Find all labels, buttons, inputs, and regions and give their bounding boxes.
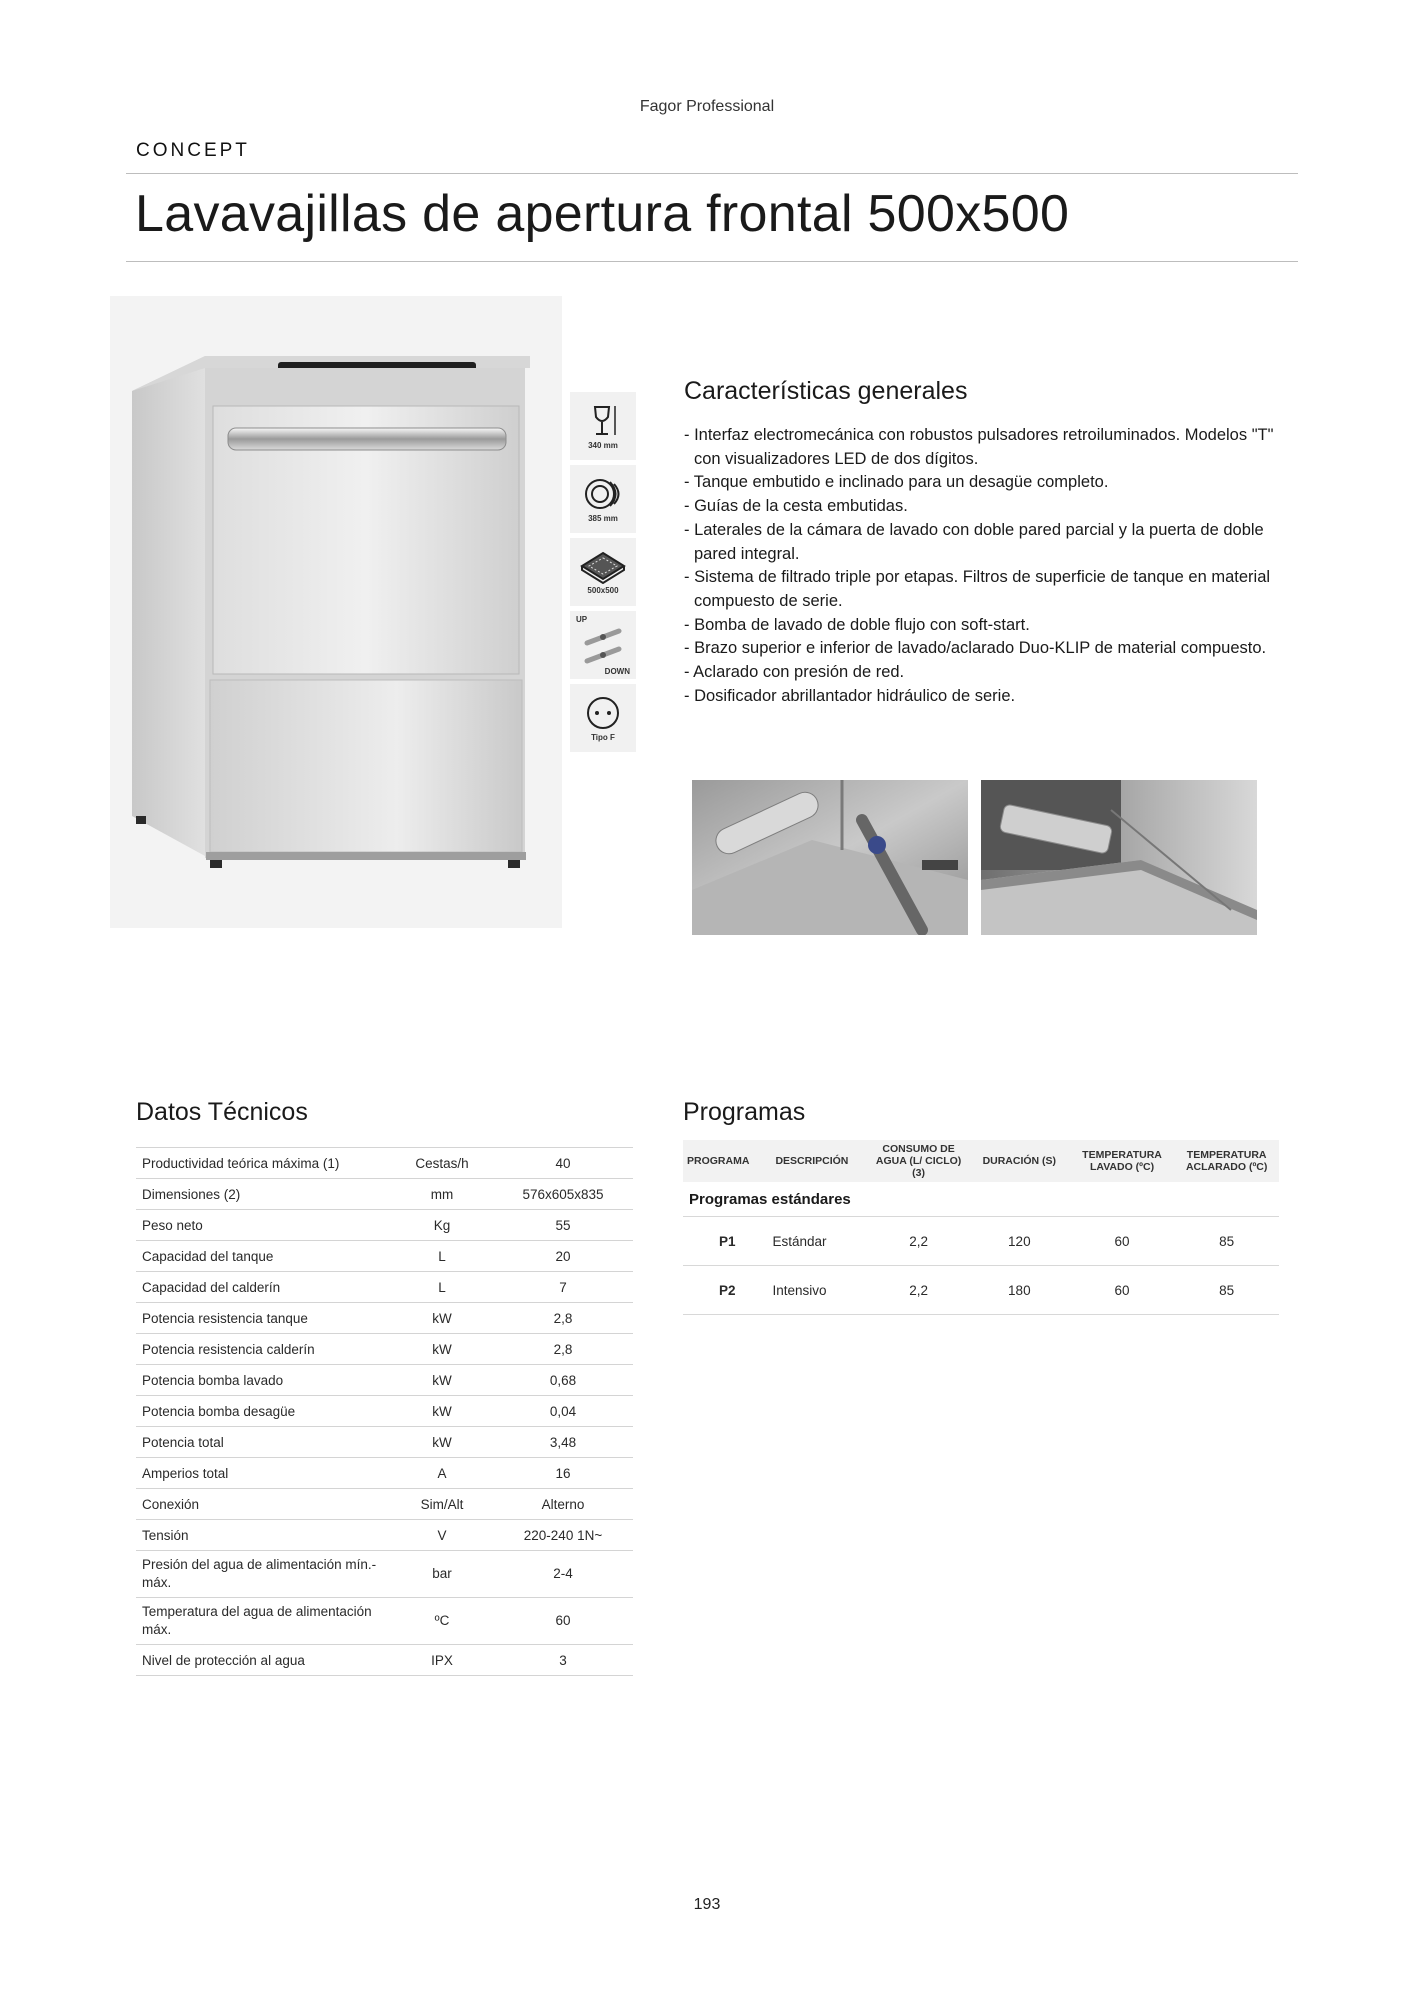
page-number: 193 <box>693 1896 721 1913</box>
spec-label: Peso neto <box>136 1210 391 1241</box>
wash-arms-up-caption: UP <box>576 615 588 624</box>
table-row <box>136 1551 633 1598</box>
feature-item: - Laterales de la cámara de lavado con doble pared parcial y la puerta de doble pared integral. <box>684 520 1264 563</box>
socket-icon <box>585 695 621 731</box>
program-rinse-temp: 85 <box>1174 1266 1279 1315</box>
program-rinse-temp: 85 <box>1174 1217 1279 1266</box>
spec-value: Alterno <box>493 1489 633 1520</box>
spec-label: Tensión <box>136 1520 391 1551</box>
spec-value: 3,48 <box>493 1427 633 1458</box>
feature-item: - Dosificador abrillantador hidráulico de serie. <box>684 686 1016 705</box>
col-header-program: PROGRAMA <box>683 1140 771 1182</box>
table-row <box>136 1148 633 1179</box>
basket-size-caption: 500x500 <box>587 585 619 595</box>
basket-size-tile <box>570 538 636 606</box>
spec-label: Presión del agua de alimentación mín.-máx. <box>136 1551 391 1598</box>
feature-item: - Interfaz electromecánica con robustos pulsadores retroiluminados. Modelos "T" con visualizadores LED de dos dígitos. <box>684 426 1274 468</box>
spec-label: Dimensiones (2) <box>136 1179 391 1210</box>
feature-item: - Sistema de filtrado triple por etapas. Filtros de superficie de tanque en material compuesto de serie. <box>684 568 1271 610</box>
wash-arms-icon <box>579 625 627 665</box>
plate-size-caption: 385 mm <box>588 513 618 523</box>
col-header-rinse-temp: TEMPERATURA ACLARADO (ºC) <box>1174 1140 1279 1182</box>
spec-label: Temperatura del agua de alimentación máx. <box>136 1598 391 1645</box>
spec-label: Capacidad del calderín <box>136 1272 391 1303</box>
spec-label: Capacidad del tanque <box>136 1241 391 1272</box>
feature-item: - Aclarado con presión de red. <box>684 663 905 682</box>
spec-label: Potencia bomba desagüe <box>136 1396 391 1427</box>
features-list <box>684 424 1284 708</box>
spec-value: 220-240 1N~ <box>493 1520 633 1551</box>
feature-item: - Brazo superior e inferior de lavado/aclarado Duo-KLIP de material compuesto. <box>684 639 1267 658</box>
program-duration: 180 <box>969 1266 1070 1315</box>
programs-table <box>683 1140 1279 1315</box>
table-row <box>683 1266 1279 1315</box>
spec-value: 16 <box>493 1458 633 1489</box>
features-heading: Características generales <box>684 377 968 405</box>
spec-unit: Kg <box>391 1210 493 1241</box>
title-divider <box>126 261 1298 262</box>
socket-type-caption: Tipo F <box>591 732 615 742</box>
table-row <box>136 1645 633 1676</box>
spec-label: Conexión <box>136 1489 391 1520</box>
brand-name: Fagor Professional <box>639 98 775 115</box>
spec-unit: V <box>391 1520 493 1551</box>
spec-unit: kW <box>391 1303 493 1334</box>
page-title: Lavavajillas de apertura frontal 500x500 <box>135 185 1070 243</box>
spec-unit: IPX <box>391 1645 493 1676</box>
col-header-description: DESCRIPCIÓN <box>771 1140 868 1182</box>
spec-label: Potencia bomba lavado <box>136 1365 391 1396</box>
wash-arms-tile <box>570 611 636 679</box>
product-photo <box>110 296 562 928</box>
spec-value: 0,68 <box>493 1365 633 1396</box>
spec-value: 3 <box>493 1645 633 1676</box>
spec-unit: kW <box>391 1365 493 1396</box>
spec-unit: mm <box>391 1179 493 1210</box>
program-code: P2 <box>683 1266 771 1315</box>
product-line: CONCEPT <box>136 140 250 161</box>
spec-value: 7 <box>493 1272 633 1303</box>
spec-value: 2,8 <box>493 1303 633 1334</box>
table-row <box>683 1217 1279 1266</box>
table-row <box>136 1334 633 1365</box>
table-header-row <box>683 1140 1279 1182</box>
table-row <box>136 1241 633 1272</box>
col-header-duration: DURACIÓN (S) <box>969 1140 1070 1182</box>
spec-label: Nivel de protección al agua <box>136 1645 391 1676</box>
table-row <box>136 1303 633 1334</box>
feature-item: - Bomba de lavado de doble flujo con soft-start. <box>684 615 1030 634</box>
door-detail-photo <box>981 780 1257 935</box>
tech-data-heading: Datos Técnicos <box>136 1098 308 1126</box>
spec-unit: A <box>391 1458 493 1489</box>
glass-height-tile <box>570 392 636 460</box>
feature-item: - Tanque embutido e inclinado para un desagüe completo. <box>684 473 1109 492</box>
spec-label: Amperios total <box>136 1458 391 1489</box>
spec-label: Potencia total <box>136 1427 391 1458</box>
spec-unit: L <box>391 1241 493 1272</box>
table-row <box>136 1489 633 1520</box>
spec-unit: kW <box>391 1396 493 1427</box>
spec-value: 60 <box>493 1598 633 1645</box>
spec-label: Potencia resistencia calderín <box>136 1334 391 1365</box>
table-row <box>136 1210 633 1241</box>
spec-unit: ºC <box>391 1598 493 1645</box>
table-row <box>136 1272 633 1303</box>
spec-unit: kW <box>391 1427 493 1458</box>
program-description: Intensivo <box>771 1266 868 1315</box>
tech-data-table <box>136 1147 633 1676</box>
table-row <box>136 1520 633 1551</box>
wine-glass-icon <box>585 403 621 439</box>
wash-arm-detail-photo <box>692 780 968 935</box>
programs-heading: Programas <box>683 1098 806 1126</box>
spec-unit: Cestas/h <box>391 1148 493 1179</box>
program-wash-temp: 60 <box>1070 1217 1175 1266</box>
program-wash-temp: 60 <box>1070 1266 1175 1315</box>
table-row <box>136 1396 633 1427</box>
program-water: 2,2 <box>868 1266 969 1315</box>
socket-type-tile <box>570 684 636 752</box>
plates-icon <box>583 476 623 512</box>
glass-height-caption: 340 mm <box>588 440 618 450</box>
program-duration: 120 <box>969 1217 1070 1266</box>
spec-unit: L <box>391 1272 493 1303</box>
table-row <box>136 1458 633 1489</box>
spec-value: 20 <box>493 1241 633 1272</box>
spec-label: Potencia resistencia tanque <box>136 1303 391 1334</box>
program-group-row <box>683 1182 1279 1217</box>
header-divider <box>126 173 1298 174</box>
table-row <box>136 1598 633 1645</box>
col-header-wash-temp: TEMPERATURA LAVADO (ºC) <box>1070 1140 1175 1182</box>
spec-value: 40 <box>493 1148 633 1179</box>
spec-unit: bar <box>391 1551 493 1598</box>
basket-icon <box>579 550 627 584</box>
table-row <box>136 1365 633 1396</box>
spec-value: 2-4 <box>493 1551 633 1598</box>
feature-icon-column <box>570 392 636 757</box>
feature-item: - Guías de la cesta embutidas. <box>684 497 908 516</box>
wash-arms-down-caption: DOWN <box>604 667 630 676</box>
spec-unit: kW <box>391 1334 493 1365</box>
program-group-label: Programas estándares <box>683 1182 1279 1217</box>
spec-value: 2,8 <box>493 1334 633 1365</box>
plate-size-tile <box>570 465 636 533</box>
spec-unit: Sim/Alt <box>391 1489 493 1520</box>
col-header-water: CONSUMO DE AGUA (L/ CICLO) (3) <box>868 1140 969 1182</box>
spec-label: Productividad teórica máxima (1) <box>136 1148 391 1179</box>
program-water: 2,2 <box>868 1217 969 1266</box>
spec-value: 576x605x835 <box>493 1179 633 1210</box>
table-row <box>136 1179 633 1210</box>
spec-value: 55 <box>493 1210 633 1241</box>
program-code: P1 <box>683 1217 771 1266</box>
spec-value: 0,04 <box>493 1396 633 1427</box>
program-description: Estándar <box>771 1217 868 1266</box>
table-row <box>136 1427 633 1458</box>
